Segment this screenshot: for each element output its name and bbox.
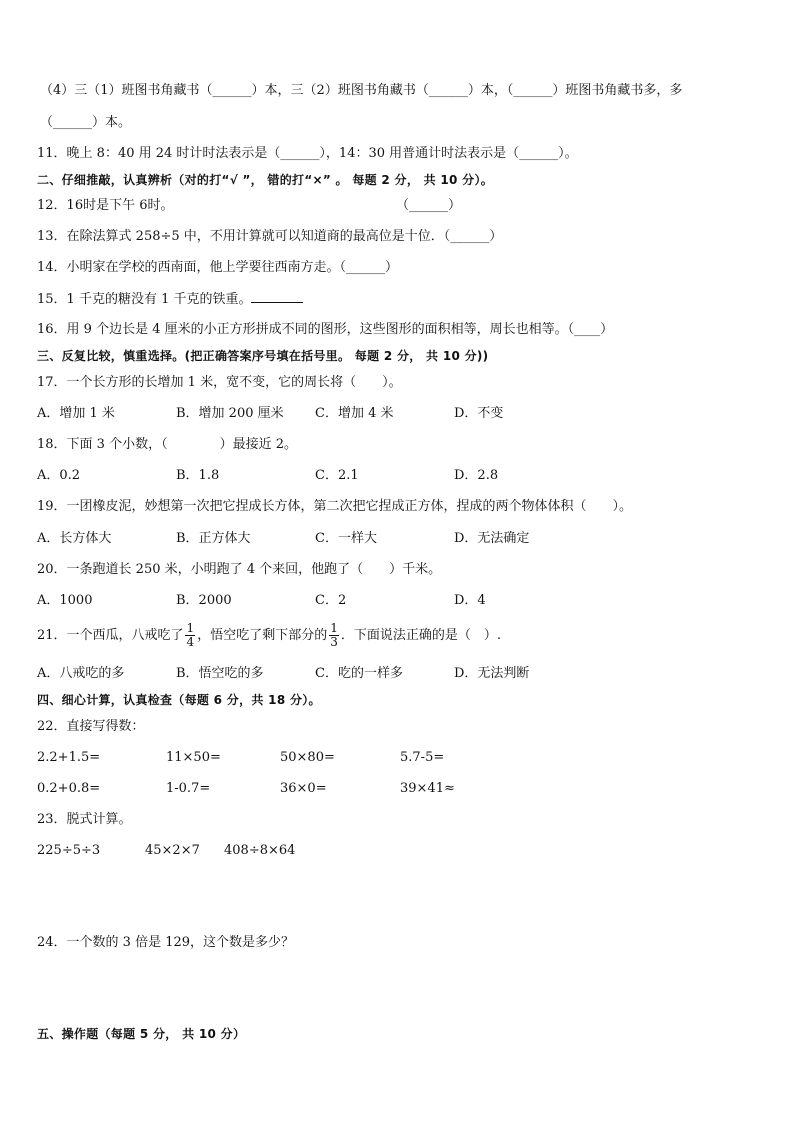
question-15-answer-line[interactable]: [251, 290, 303, 303]
q21-stem-part-c: ．下面说法正确的是（ ）.: [340, 628, 501, 643]
question-19-stem: 19．一团橡皮泥，妙想第一次把它捏成长方体，第二次把它捏成正方体，捏成的两个物体体积（ ）。: [37, 499, 633, 514]
question-15: [37, 290, 303, 309]
q20-option-d[interactable]: D．4: [454, 593, 486, 608]
calc-item: 2.2+1.5=: [37, 750, 101, 765]
q21-option-d[interactable]: D．无法判断: [454, 666, 530, 681]
section-3-title: 三、反复比较，慎重选择。(把正确答案序号填在括号里。 每题 2 分， 共 10 分)): [37, 349, 489, 363]
section-5-title: 五、操作题（每题 5 分， 共 10 分）: [37, 1027, 246, 1041]
calc-item: 45×2×7: [145, 843, 200, 858]
fraction-numerator: 1: [186, 621, 195, 635]
calc-item: 408÷8×64: [224, 843, 296, 858]
question-21-stem: [37, 622, 501, 650]
question-12-answer-blank[interactable]: （______）: [396, 198, 462, 213]
calc-item: 36×0=: [280, 781, 327, 796]
fraction-one-quarter: [185, 622, 197, 649]
section-4-title: 四、细心计算，认真检查（每题 6 分，共 18 分）。: [37, 693, 321, 707]
q17-option-c[interactable]: C．增加 4 米: [315, 406, 394, 421]
q18-option-c[interactable]: C．2.1: [315, 468, 359, 483]
question-12: 12．16时是下午 6时。: [37, 198, 174, 213]
q19-option-a[interactable]: A．长方体大: [37, 531, 112, 546]
q20-option-b[interactable]: B．2000: [176, 593, 232, 608]
question-16: 16．用 9 个边长是 4 厘米的小正方形拼成不同的图形，这些图形的面积相等，周长也相等。（____）: [37, 322, 614, 337]
question-10-part4-line2: （______）本。: [40, 115, 132, 130]
question-23: 23．脱式计算。: [37, 812, 132, 827]
question-18-stem: 18．下面 3 个小数，（ ）最接近 2。: [37, 437, 297, 452]
fraction-one-third: [328, 622, 340, 649]
q18-option-a[interactable]: A．0.2: [37, 468, 81, 483]
fraction-denominator: 3: [330, 635, 338, 649]
calc-item: 225÷5÷3: [37, 843, 101, 858]
question-22: 22．直接写得数：: [37, 719, 145, 734]
q18-option-b[interactable]: B．1.8: [176, 468, 220, 483]
q19-option-b[interactable]: B．正方体大: [176, 531, 251, 546]
calc-item: 11×50=: [166, 750, 221, 765]
calc-item: 5.7-5=: [400, 750, 445, 765]
q21-option-c[interactable]: C．吃的一样多: [315, 666, 403, 681]
fraction-denominator: 4: [186, 635, 195, 649]
q20-option-c[interactable]: C．2: [315, 593, 347, 608]
question-13: 13．在除法算式 258÷5 中，不用计算就可以知道商的最高位是十位．（______）: [37, 229, 503, 244]
question-14: 14．小明家在学校的西南面，他上学要往西南方走。（______）: [37, 260, 399, 275]
q17-option-b[interactable]: B．增加 200 厘米: [176, 406, 284, 421]
q19-option-d[interactable]: D．无法确定: [454, 531, 530, 546]
q21-stem-part-b: ，悟空吃了剩下部分的: [197, 628, 328, 643]
q19-option-c[interactable]: C．一样大: [315, 531, 377, 546]
question-10-part4-line1: （4）三（1）班图书角藏书（______）本，三（2）班图书角藏书（______）本，（______）班图书角藏书多，多: [40, 83, 683, 98]
section-2-title: 二、仔细推敲，认真辨析（对的打“√ ”， 错的打“×” 。 每题 2 分， 共 10 分）。: [37, 173, 494, 187]
calc-item: 39×41≈: [400, 781, 455, 796]
calc-item: 0.2+0.8=: [37, 781, 101, 796]
question-24: 24．一个数的 3 倍是 129，这个数是多少？: [37, 935, 295, 950]
q21-stem-part-a: 21．一个西瓜，八戒吃了: [37, 628, 184, 643]
fraction-numerator: 1: [330, 621, 338, 635]
question-11: 11．晚上 8：40 用 24 时计时法表示是（______），14：30 用普通计时法表示是（______）。: [37, 146, 578, 161]
question-20-stem: 20．一条跑道长 250 米，小明跑了 4 个来回，他跑了（ ）千米。: [37, 562, 442, 577]
q17-option-d[interactable]: D．不变: [454, 406, 504, 421]
q21-option-b[interactable]: B．悟空吃的多: [176, 666, 264, 681]
q20-option-a[interactable]: A．1000: [37, 593, 93, 608]
calc-item: 1-0.7=: [166, 781, 211, 796]
q17-option-a[interactable]: A．增加 1 米: [37, 406, 115, 421]
question-17-stem: 17．一个长方形的长增加 1 米，宽不变，它的周长将（ ）。: [37, 375, 402, 390]
q21-option-a[interactable]: A．八戒吃的多: [37, 666, 125, 681]
question-15-text: 15．1 千克的糖没有 1 千克的铁重。: [37, 292, 252, 307]
q18-option-d[interactable]: D．2.8: [454, 468, 499, 483]
calc-item: 50×80=: [280, 750, 335, 765]
